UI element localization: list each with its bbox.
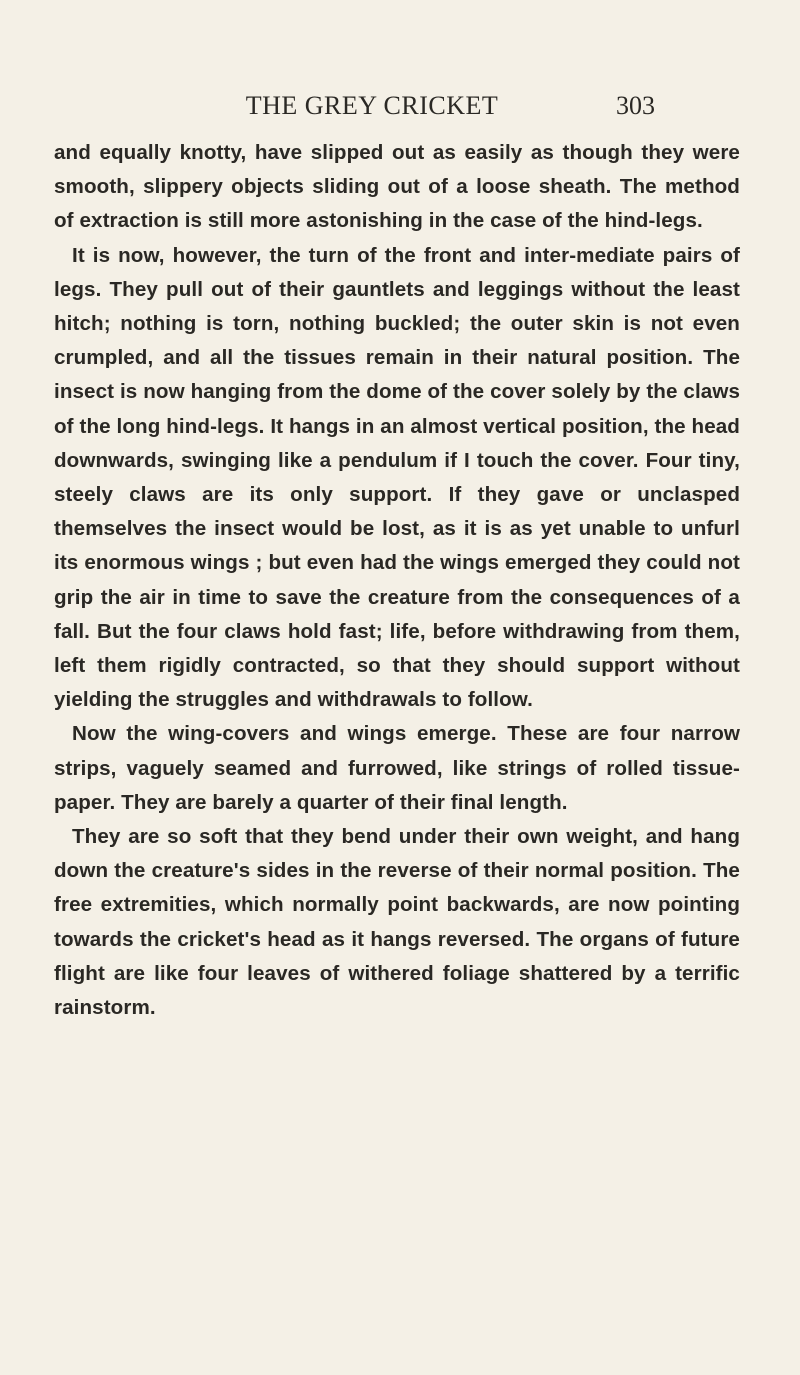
paragraph-1: and equally knotty, have slipped out as easily as though they were smooth, slippery objects sliding out of a loose sheath. The method of extraction is still more astonishing in the case of the hind-legs. bbox=[54, 141, 740, 233]
paragraph-4: They are so soft that they bend under their own weight, and hang down the creature's sides in the reverse of their normal position. The free extremities, which normally point backwards, are now pointing towards the cricket's head as it hangs reversed. The organs of future flight are like four leaves of withered foliage shattered by a terrific rainstorm. bbox=[54, 825, 740, 1020]
paragraph-2: It is now, however, the turn of the front and inter-mediate pairs of legs. They pull out of their gauntlets and leggings without the least hitch; nothing is torn, nothing buckled; the outer skin is not even crumpled, and all the tissues remain in their natural position. The insect is now hanging from the dome of the cover solely by the claws of the long hind-legs. It hangs in an almost vertical position, the head downwards, swinging like a pendulum if I touch the cover. Four tiny, steely claws are its only support. If they gave or unclasped themselves the insect would be lost, as it is as yet unable to unfurl its enormous wings ; but even had the wings emerged they could not grip the air in time to save the creature from the consequences of a fall. But the four claws hold fast; life, before withdrawing from them, left them rigidly contracted, so that they should support without yielding the struggles and withdrawals to follow. bbox=[54, 243, 740, 712]
page-number: 303 bbox=[616, 91, 655, 120]
paragraph-3: Now the wing-covers and wings emerge. These are four narrow strips, vaguely seamed and furrowed, like strings of rolled tissue-paper. They are barely a quarter of their final length. bbox=[54, 722, 740, 814]
running-title: THE GREY CRICKET bbox=[245, 91, 499, 120]
running-head bbox=[182, 86, 655, 126]
body-text bbox=[54, 136, 740, 1025]
